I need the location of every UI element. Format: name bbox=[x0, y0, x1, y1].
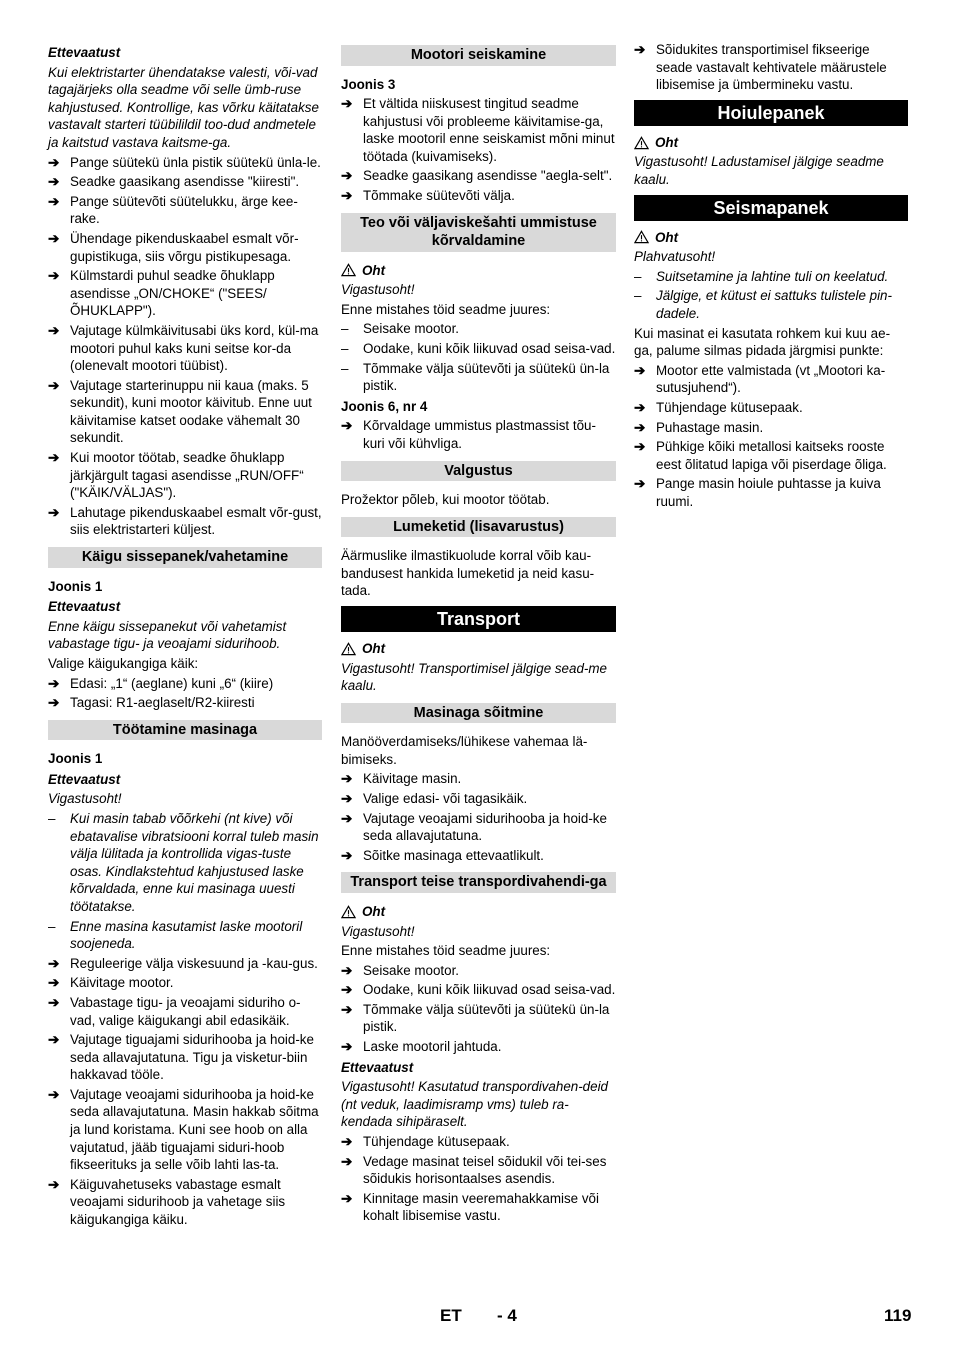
item-text: Lahutage pikenduskaabel esmalt võr-gust, siis elektristarteri küljest. bbox=[70, 504, 322, 538]
item-text: Vajutage veoajami sidurihooba ja hoid-ke seda allavajutatuna. Masin hakkab sõitma ja lund koristama. Kuni see hoob on alla vajutatud, jääb tiguajami siduri-hoob fikseerituks ja selle võib lahti las-ta. bbox=[70, 1086, 319, 1173]
step-item bbox=[48, 675, 322, 693]
step-item bbox=[48, 955, 322, 973]
item-text: Edasi: „1“ (aeglane) kuni „6“ (kiire) bbox=[70, 675, 274, 691]
caution-label: Ettevaatust bbox=[48, 599, 121, 615]
step-item bbox=[341, 847, 616, 865]
dash-bullet-icon: – bbox=[341, 321, 349, 337]
item-text: Vajutage külmkäivitusabi üks kord, kül-ma mootori puhul kaks kuni seitse kor-da (olenevalt mootori tüübist). bbox=[70, 322, 319, 374]
item-text: Tõmmake välja süütevõti ja süütekü ün-la pistik. bbox=[363, 360, 610, 394]
paragraph: Manööverdamiseks/lühikese vahemaa lä-bimiseks. bbox=[341, 734, 588, 767]
dash-bullet-icon: – bbox=[48, 918, 56, 934]
arrow-right-icon: ➔ bbox=[634, 399, 646, 415]
arrow-right-icon: ➔ bbox=[341, 168, 353, 184]
caution-label: Ettevaatust bbox=[341, 1059, 414, 1075]
step-item bbox=[341, 981, 616, 999]
item-text: Käivitage masin. bbox=[363, 771, 462, 787]
dash-item bbox=[634, 268, 908, 286]
warning-text: Oht bbox=[655, 134, 679, 150]
step-item bbox=[634, 399, 908, 417]
dash-item bbox=[48, 918, 322, 953]
step-item bbox=[48, 694, 322, 712]
dash-item bbox=[341, 320, 616, 338]
arrow-right-icon: ➔ bbox=[634, 419, 646, 435]
warning-text: Oht bbox=[362, 903, 386, 919]
step-item bbox=[48, 230, 322, 265]
steps-list bbox=[48, 675, 322, 712]
arrow-right-icon: ➔ bbox=[341, 847, 353, 863]
caution-text: Enne käigu sissepanekut või vahetamist vabastage tigu- ja veoajami sidurihoob. bbox=[48, 618, 287, 652]
item-text: Laske mootoril jahtuda. bbox=[363, 1039, 502, 1055]
arrow-right-icon: ➔ bbox=[634, 476, 646, 492]
item-text: Oodake, kuni kõik liikuvad osad seisa-vad. bbox=[363, 982, 616, 998]
arrow-right-icon: ➔ bbox=[341, 771, 353, 787]
warning-text: Oht bbox=[655, 229, 679, 245]
step-item bbox=[634, 41, 908, 94]
warning-label bbox=[634, 229, 908, 247]
step-item bbox=[341, 1190, 616, 1225]
warning-body: Vigastusoht! Ladustamisel jälgige seadme kaalu. bbox=[634, 154, 884, 187]
item-text: Pange masin hoiule puhtasse ja kuiva ruumi. bbox=[656, 476, 881, 509]
caution-text: Vigastusoht! Kasutatud transpordivahen-deid (nt veduk, laadimisramp vms) tuleb ra-kendada sihipäraselt. bbox=[341, 1079, 609, 1130]
steps-list bbox=[341, 95, 616, 205]
item-text: Vabastage tigu- ja veoajami siduriho o-vad, valige käigukangi abil edasikäik. bbox=[70, 994, 301, 1028]
steps-list bbox=[341, 770, 616, 864]
item-text: Seisake mootor. bbox=[363, 962, 460, 978]
item-text: Tagasi: R1-aeglaselt/R2-kiiresti bbox=[70, 695, 255, 711]
arrow-right-icon: ➔ bbox=[341, 810, 353, 826]
item-text: Tühjendage kütusepaak. bbox=[363, 1134, 510, 1150]
arrow-right-icon: ➔ bbox=[48, 1032, 60, 1048]
caution-label: Ettevaatust bbox=[48, 45, 121, 60]
warning-triangle-icon bbox=[341, 263, 356, 277]
item-text: Vajutage tiguajami sidurihooba ja hoid-ke seda allavajutatuna. Tigu ja visketur-biin hakkavad tööle. bbox=[70, 1032, 314, 1083]
section-heading-work: Töötamine masinaga bbox=[48, 720, 322, 741]
step-item bbox=[48, 1086, 322, 1174]
figure-reference: Joonis 3 bbox=[341, 76, 396, 92]
caution-subtitle: Vigastusoht! bbox=[48, 791, 122, 807]
footer-language-code: ET bbox=[440, 1306, 462, 1325]
step-item bbox=[341, 1133, 616, 1151]
arrow-right-icon: ➔ bbox=[48, 975, 60, 991]
arrow-right-icon: ➔ bbox=[48, 268, 60, 284]
caution-label: Ettevaatust bbox=[48, 771, 121, 787]
step-item bbox=[341, 417, 616, 452]
step-item bbox=[341, 1153, 616, 1188]
item-text: Vedage masinat teisel sõidukil või tei-ses sõidukis horisontaalses asendis. bbox=[363, 1153, 607, 1187]
step-item bbox=[634, 362, 908, 397]
arrow-right-icon: ➔ bbox=[634, 362, 646, 378]
section-heading-chains: Lumeketid (lisavarustus) bbox=[341, 517, 616, 538]
arrow-right-icon: ➔ bbox=[341, 1190, 353, 1206]
step-item bbox=[341, 962, 616, 980]
arrow-right-icon: ➔ bbox=[634, 439, 646, 455]
item-text: Tühjendage kütusepaak. bbox=[656, 399, 803, 415]
warning-subtitle: Vigastusoht! bbox=[341, 923, 415, 939]
footer-section-page: - 4 bbox=[497, 1306, 517, 1325]
arrow-right-icon: ➔ bbox=[341, 188, 353, 204]
warning-label bbox=[341, 903, 616, 921]
steps-list bbox=[341, 1133, 616, 1225]
item-text: Oodake, kuni kõik liikuvad osad seisa-vad. bbox=[363, 341, 616, 357]
item-text: Sõitke masinaga ettevaatlikult. bbox=[363, 847, 544, 863]
step-item bbox=[341, 1038, 616, 1056]
warning-label bbox=[341, 262, 616, 280]
step-item bbox=[48, 504, 322, 539]
item-text: Puhastage masin. bbox=[656, 419, 764, 435]
step-item bbox=[48, 994, 322, 1029]
caution-text: Kui elektristarter ühendatakse valesti, või-vad tagajärjeks olla seadme või selle ümb-ruse kahjustused. Kontrollige, kas võrku käitatakse vastavalt starteri tüübilildil too-dud andmetele ja kaitstud vastava kaitsme-ga. bbox=[48, 64, 319, 150]
step-item bbox=[341, 95, 616, 165]
arrow-right-icon: ➔ bbox=[48, 322, 60, 338]
item-text: Kui masin tabab võõrkehi (nt kive) või ebatavalise vibratsiooni korral tuleb masin välja lülitada ja kontrollida vigas-tuste osas. Kindlakstehtud kahjustused laske kõrvaldada, enne kui masinaga uuesti töötatakse. bbox=[70, 810, 319, 914]
arrow-right-icon: ➔ bbox=[48, 154, 60, 170]
arrow-right-icon: ➔ bbox=[341, 791, 353, 807]
arrow-right-icon: ➔ bbox=[341, 1039, 353, 1055]
step-item bbox=[48, 377, 322, 447]
item-text: Vajutage veoajami sidurihooba ja hoid-ke seda allavajutatuna. bbox=[363, 810, 607, 844]
dash-list bbox=[48, 810, 322, 953]
item-text: Pange süütekü ünla pistik süütekü ünla-le. bbox=[70, 154, 321, 170]
chapter-heading-shutdown: Seismapanek bbox=[634, 195, 908, 221]
footer-page-number: 119 bbox=[884, 1306, 912, 1325]
column-1 bbox=[48, 41, 322, 1231]
step-item bbox=[48, 267, 322, 320]
arrow-right-icon: ➔ bbox=[48, 450, 60, 466]
arrow-right-icon: ➔ bbox=[48, 1086, 60, 1102]
item-text: Pühkige kõiki metallosi kaitseks rooste eest õlitatud lapiga või piserdage õliga. bbox=[656, 439, 887, 472]
dash-bullet-icon: – bbox=[48, 810, 56, 826]
chapter-heading-transport: Transport bbox=[341, 606, 616, 632]
section-heading-stop: Mootori seiskamine bbox=[341, 45, 616, 66]
step-item bbox=[48, 154, 322, 172]
paragraph: Enne mistahes töid seadme juures: bbox=[341, 301, 551, 317]
step-item bbox=[48, 193, 322, 228]
item-text: Vajutage starterinuppu nii kaua (maks. 5 sekundit), kuni mootor käivitub. Enne uut käivitamise katset oodake vähemalt 30 sekundit. bbox=[70, 377, 312, 446]
dash-bullet-icon: – bbox=[634, 268, 642, 284]
arrow-right-icon: ➔ bbox=[48, 230, 60, 246]
step-item bbox=[341, 187, 616, 205]
item-text: Kui mootor töötab, seadke õhuklapp järkjärgult tagasi asendisse „RUN/OFF“ ("KÄIK/VÄLJAS"). bbox=[70, 450, 304, 501]
section-heading-clog: Teo või väljaviskešahti ummistuse kõrvaldamine bbox=[341, 213, 616, 252]
step-item bbox=[48, 449, 322, 502]
step-item bbox=[634, 438, 908, 473]
dash-item bbox=[48, 810, 322, 916]
step-item bbox=[48, 322, 322, 375]
steps-list bbox=[341, 962, 616, 1056]
warning-triangle-icon bbox=[634, 230, 649, 244]
item-text: Seadke gaasikang asendisse "aegla-selt". bbox=[363, 168, 613, 184]
item-text: Kõrvaldage ummistus plastmassist tõu-kuri või kühvliga. bbox=[363, 418, 596, 451]
dash-bullet-icon: – bbox=[634, 288, 642, 304]
paragraph: Kui masinat ei kasutata rohkem kui kuu ae-ga, palume silmas pidada järgmisi punkte: bbox=[634, 325, 891, 359]
item-text: Valige edasi- või tagasikäik. bbox=[363, 791, 528, 807]
item-text: Suitsetamine ja lahtine tuli on keelatud. bbox=[656, 268, 889, 284]
warning-label bbox=[341, 640, 616, 658]
step-item bbox=[48, 1176, 322, 1229]
arrow-right-icon: ➔ bbox=[341, 962, 353, 978]
step-item bbox=[634, 419, 908, 437]
arrow-right-icon: ➔ bbox=[341, 982, 353, 998]
arrow-right-icon: ➔ bbox=[48, 377, 60, 393]
arrow-right-icon: ➔ bbox=[48, 955, 60, 971]
arrow-right-icon: ➔ bbox=[48, 193, 60, 209]
item-text: Kinnitage masin veeremahakkamise või kohalt libisemise vastu. bbox=[363, 1190, 599, 1224]
warning-triangle-icon bbox=[341, 905, 356, 919]
arrow-right-icon: ➔ bbox=[341, 418, 353, 434]
warning-text: Oht bbox=[362, 640, 386, 656]
item-text: Jälgige, et kütust ei sattuks tulistele pin-dadele. bbox=[656, 288, 892, 321]
section-heading-light: Valgustus bbox=[341, 461, 616, 482]
arrow-right-icon: ➔ bbox=[48, 1176, 60, 1192]
arrow-right-icon: ➔ bbox=[48, 695, 60, 711]
step-item bbox=[341, 770, 616, 788]
warning-text: Oht bbox=[362, 262, 386, 278]
arrow-right-icon: ➔ bbox=[48, 174, 60, 190]
item-text: Ühendage pikenduskaabel esmalt võr-gupistikuga, siis võrgu pistikupesaga. bbox=[70, 230, 299, 264]
arrow-right-icon: ➔ bbox=[48, 994, 60, 1010]
item-text: Seadke gaasikang asendisse "kiiresti". bbox=[70, 174, 300, 190]
item-text: Tõmmake välja süütevõti ja süütekü ün-la pistik. bbox=[363, 1001, 610, 1035]
item-text: Käiguvahetuseks vabastage esmalt veoajami sidurihoob ja vahetage siis käigukangiga käiku. bbox=[70, 1176, 286, 1228]
dash-item bbox=[341, 360, 616, 395]
dash-item bbox=[341, 340, 616, 358]
section-heading-vehicle: Transport teise transpordivahendi-ga bbox=[341, 872, 616, 893]
item-text: Sõidukites transportimisel fikseerige seade vastavalt kehtivatele määrustele libisemise ja ümbermineku vastu. bbox=[656, 42, 887, 93]
paragraph: Valige käigukangiga käik: bbox=[48, 655, 199, 671]
item-text: Seisake mootor. bbox=[363, 321, 460, 337]
steps-list bbox=[341, 417, 616, 452]
step-item bbox=[48, 173, 322, 191]
dash-bullet-icon: – bbox=[341, 360, 349, 376]
chapter-heading-storage: Hoiulepanek bbox=[634, 100, 908, 126]
steps-list bbox=[48, 955, 322, 1229]
paragraph: Äärmuslike ilmastikuolude korral võib kau-bandusest hankida lumeketid ja neid kasu-tada. bbox=[341, 548, 595, 599]
section-heading-drive: Masinaga sõitmine bbox=[341, 703, 616, 724]
item-text: Mootor ette valmistada (vt „Mootori ka-sutusjuhend“). bbox=[656, 362, 886, 396]
arrow-right-icon: ➔ bbox=[341, 1001, 353, 1017]
step-item bbox=[341, 1001, 616, 1036]
step-item bbox=[634, 475, 908, 510]
steps-list bbox=[634, 41, 908, 94]
warning-triangle-icon bbox=[634, 136, 649, 150]
dash-item bbox=[634, 287, 908, 322]
item-text: Reguleerige välja viskesuund ja -kau-gus. bbox=[70, 955, 318, 971]
dash-list bbox=[634, 268, 908, 323]
warning-label bbox=[634, 134, 908, 152]
item-text: Tõmmake süütevõti välja. bbox=[363, 188, 515, 204]
figure-reference: Joonis 1 bbox=[48, 751, 103, 767]
step-item bbox=[48, 1031, 322, 1084]
steps-list bbox=[48, 154, 322, 539]
warning-subtitle: Vigastusoht! bbox=[341, 282, 415, 298]
dash-bullet-icon: – bbox=[341, 341, 349, 357]
column-3 bbox=[634, 41, 908, 512]
steps-list bbox=[634, 362, 908, 511]
item-text: Pange süütevõti süütelukku, ärge kee-rake. bbox=[70, 193, 298, 227]
figure-reference: Joonis 1 bbox=[48, 578, 103, 594]
arrow-right-icon: ➔ bbox=[341, 1134, 353, 1150]
paragraph: Prožektor põleb, kui mootor töötab. bbox=[341, 492, 550, 508]
arrow-right-icon: ➔ bbox=[341, 96, 353, 112]
arrow-right-icon: ➔ bbox=[341, 1153, 353, 1169]
figure-reference: Joonis 6, nr 4 bbox=[341, 398, 428, 414]
warning-subtitle: Plahvatusoht! bbox=[634, 249, 716, 265]
step-item bbox=[48, 974, 322, 992]
dash-list bbox=[341, 320, 616, 394]
item-text: Et vältida niiskusest tingitud seadme kahjustusi või probleeme käivitamise-ga, laske mootoril enne seiskamist mõni minut töötada (kuivamiseks). bbox=[363, 96, 615, 164]
step-item bbox=[341, 810, 616, 845]
step-item bbox=[341, 790, 616, 808]
section-heading-gear: Käigu sissepanek/vahetamine bbox=[48, 547, 322, 568]
step-item bbox=[341, 167, 616, 185]
item-text: Külmstardi puhul seadke õhuklapp asendisse „ON/CHOKE“ ("SEES/ ÕHUKLAPP"). bbox=[70, 268, 275, 319]
item-text: Käivitage mootor. bbox=[70, 975, 174, 991]
item-text: Enne masina kasutamist laske mootoril soojeneda. bbox=[70, 918, 303, 952]
paragraph: Enne mistahes töid seadme juures: bbox=[341, 943, 551, 959]
arrow-right-icon: ➔ bbox=[48, 675, 60, 691]
column-2 bbox=[341, 41, 616, 1227]
warning-triangle-icon bbox=[341, 642, 356, 656]
warning-body: Vigastusoht! Transportimisel jälgige sead-me kaalu. bbox=[341, 660, 607, 694]
arrow-right-icon: ➔ bbox=[634, 42, 646, 57]
arrow-right-icon: ➔ bbox=[48, 504, 60, 520]
